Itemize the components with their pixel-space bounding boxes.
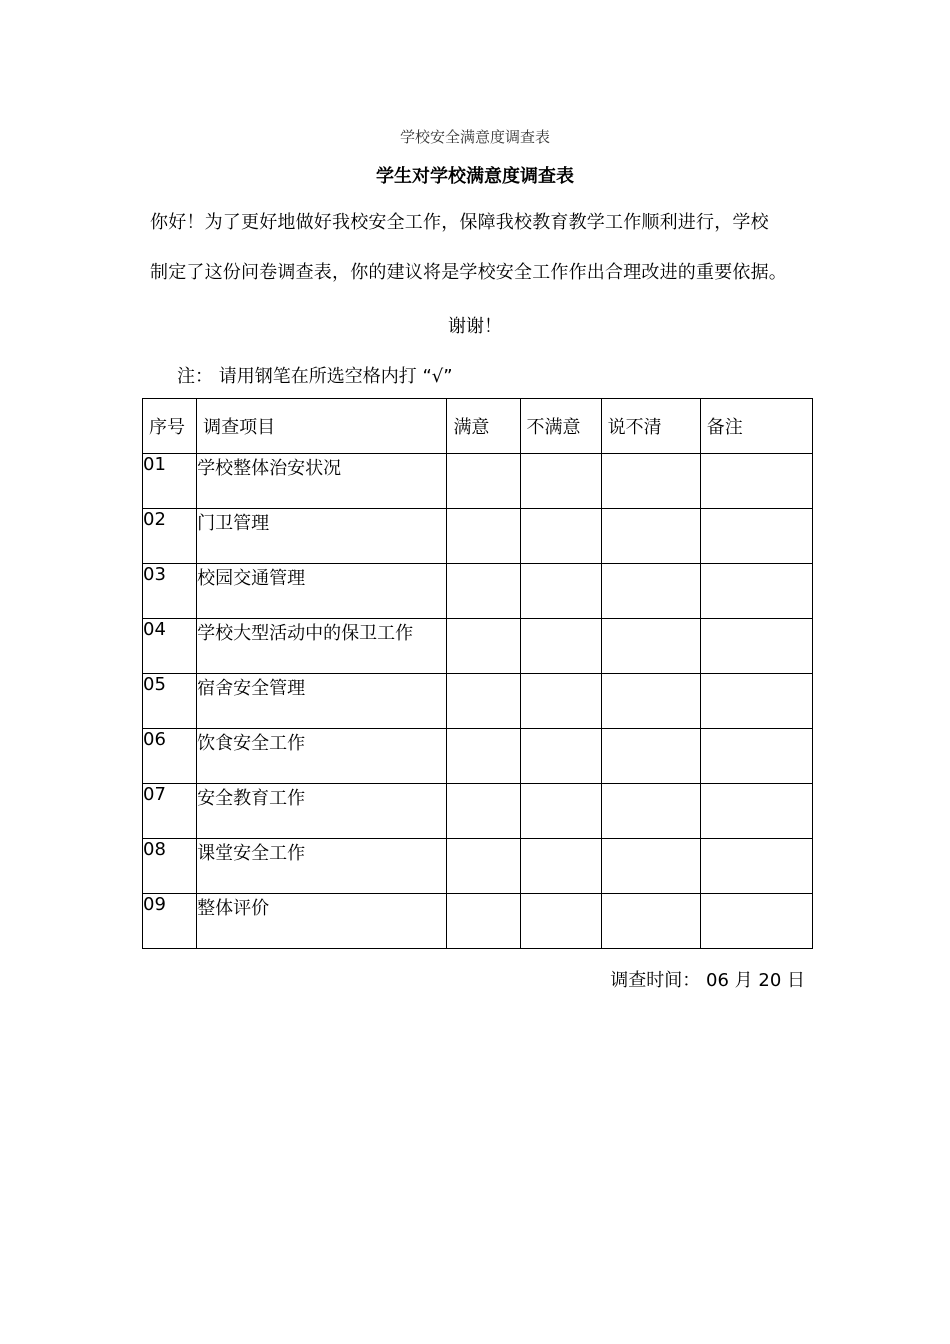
unsatisfied-cell[interactable]: [520, 894, 601, 949]
row-item: 校园交通管理: [197, 564, 447, 619]
unsure-cell[interactable]: [601, 509, 700, 564]
table-header-row: [143, 399, 813, 454]
table-row: [143, 454, 813, 509]
header-unsure: 说不清: [601, 399, 700, 454]
table-row: [143, 564, 813, 619]
table-row: [143, 729, 813, 784]
row-number: 02: [143, 509, 197, 564]
survey-table: [142, 398, 813, 949]
unsure-cell[interactable]: [601, 619, 700, 674]
row-number: 03: [143, 564, 197, 619]
unsatisfied-cell[interactable]: [520, 619, 601, 674]
unsatisfied-cell[interactable]: [520, 839, 601, 894]
table-row: [143, 509, 813, 564]
row-number: 04: [143, 619, 197, 674]
unsatisfied-cell[interactable]: [520, 564, 601, 619]
remark-cell[interactable]: [700, 619, 812, 674]
row-number: 05: [143, 674, 197, 729]
satisfied-cell[interactable]: [447, 729, 520, 784]
satisfied-cell[interactable]: [447, 784, 520, 839]
document-header-title: 学校安全满意度调查表: [399, 128, 550, 146]
remark-cell[interactable]: [700, 454, 812, 509]
unsatisfied-cell[interactable]: [520, 454, 601, 509]
unsatisfied-cell[interactable]: [520, 674, 601, 729]
unsure-cell[interactable]: [601, 894, 700, 949]
instruction-note: 注： 请用钢笔在所选空格内打 “√”: [177, 366, 453, 387]
satisfied-cell[interactable]: [447, 454, 520, 509]
unsure-cell[interactable]: [601, 839, 700, 894]
table-row: [143, 674, 813, 729]
row-number: 01: [143, 454, 197, 509]
unsatisfied-cell[interactable]: [520, 509, 601, 564]
header-item: 调查项目: [197, 399, 447, 454]
unsure-cell[interactable]: [601, 729, 700, 784]
satisfied-cell[interactable]: [447, 894, 520, 949]
remark-cell[interactable]: [700, 674, 812, 729]
row-item: 课堂安全工作: [197, 839, 447, 894]
remark-cell[interactable]: [700, 564, 812, 619]
row-item: 饮食安全工作: [197, 729, 447, 784]
row-item: 安全教育工作: [197, 784, 447, 839]
unsatisfied-cell[interactable]: [520, 729, 601, 784]
satisfied-cell[interactable]: [447, 619, 520, 674]
unsure-cell[interactable]: [601, 454, 700, 509]
unsure-cell[interactable]: [601, 784, 700, 839]
unsure-cell[interactable]: [601, 674, 700, 729]
row-number: 08: [143, 839, 197, 894]
row-number: 09: [143, 894, 197, 949]
thanks-text: 谢谢！: [448, 316, 502, 337]
row-item: 学校整体治安状况: [197, 454, 447, 509]
satisfied-cell[interactable]: [447, 674, 520, 729]
row-number: 07: [143, 784, 197, 839]
unsatisfied-cell[interactable]: [520, 784, 601, 839]
remark-cell[interactable]: [700, 729, 812, 784]
header-number: 序号: [143, 399, 197, 454]
row-item: 学校大型活动中的保卫工作: [197, 619, 447, 674]
remark-cell[interactable]: [700, 509, 812, 564]
row-item: 宿舍安全管理: [197, 674, 447, 729]
satisfied-cell[interactable]: [447, 509, 520, 564]
row-item: 整体评价: [197, 894, 447, 949]
remark-cell[interactable]: [700, 894, 812, 949]
intro-line-2: 制定了这份问卷调查表，你的建议将是学校安全工作作出合理改进的重要依据。: [150, 262, 787, 283]
table-row: [143, 784, 813, 839]
remark-cell[interactable]: [700, 839, 812, 894]
table-row: [143, 839, 813, 894]
survey-date: 调查时间： 06 月 20 日: [610, 970, 805, 991]
header-satisfied: 满意: [447, 399, 520, 454]
header-remark: 备注: [700, 399, 812, 454]
satisfied-cell[interactable]: [447, 839, 520, 894]
row-item: 门卫管理: [197, 509, 447, 564]
table-row: [143, 619, 813, 674]
table-row: [143, 894, 813, 949]
satisfied-cell[interactable]: [447, 564, 520, 619]
header-unsatisfied: 不满意: [520, 399, 601, 454]
unsure-cell[interactable]: [601, 564, 700, 619]
intro-line-1: 你好！为了更好地做好我校安全工作，保障我校教育教学工作顺利进行，学校: [150, 212, 769, 233]
survey-title: 学生对学校满意度调查表: [376, 166, 574, 187]
intro-paragraph: [150, 198, 815, 298]
row-number: 06: [143, 729, 197, 784]
remark-cell[interactable]: [700, 784, 812, 839]
